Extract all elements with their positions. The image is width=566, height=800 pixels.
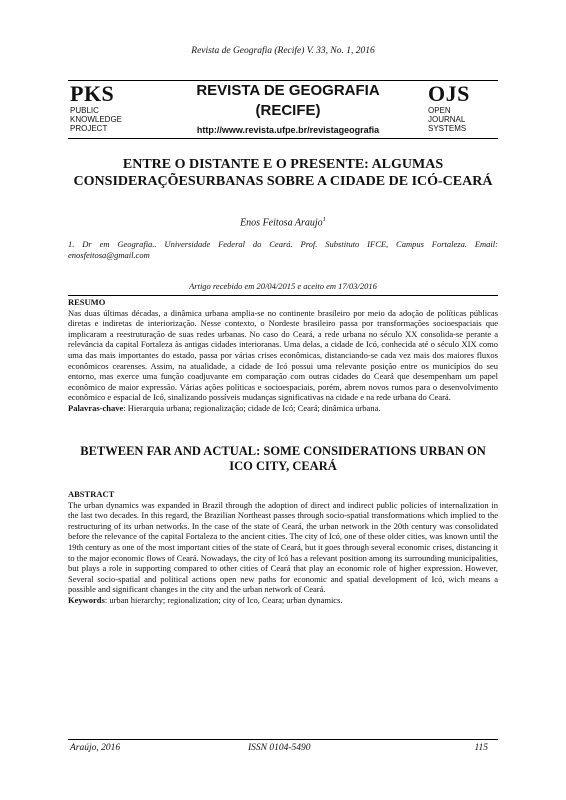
footer-issn: ISSN 0104-5490 (248, 743, 311, 753)
ojs-line: OPEN (428, 106, 451, 115)
pkp-line: PROJECT (70, 124, 108, 133)
journal-reference: Revista de Geografia (Recife) V. 33, No. 1, 2016 (191, 46, 375, 56)
journal-masthead-title (163, 82, 413, 136)
masthead-bottom-rule (68, 138, 498, 139)
keywords-label-pt: Palavras-chave (68, 402, 124, 413)
keywords-label-en: Keywords (68, 594, 105, 605)
abstract-section (68, 489, 498, 606)
resumo-heading: RESUMO (68, 297, 106, 307)
journal-title-line1: REVISTA DE GEOGRAFIA (196, 82, 380, 99)
resumo-keywords (68, 403, 498, 414)
page-number: 115 (474, 743, 488, 753)
ojs-logo-text: OJS (428, 81, 470, 106)
ojs-line: JOURNAL (428, 115, 466, 124)
keywords-pt: : Hierarquia urbana; regionalização; cidade de Icó; Ceará; dinâmica urbana. (123, 402, 381, 413)
resumo-rule (68, 295, 498, 296)
resumo-body: Nas duas últimas décadas, a dinâmica urbana amplia-se no continente brasileiro por meio da adoção de políticas públicas diretas e indiretas de interiorização. Nesse contexto, o Nordeste brasileiro passa por transformações socioespaciais que implicaram a reestruturação de suas redes urbanas. No caso do Ceará, a rede urbana no século XX consolida-se perante a relevância da capital Fortaleza às antigas cidades interioranas. Uma delas, a cidade de Icó, conhecida até o século XIX como uma das mais importantes do estado, passa por várias crises econômicas, distanciando-se cada vez mais dos maiores fluxos econômicos cearenses. Assim, na atualidade, a cidade de Icó possui uma relevante posição entre os municípios do seu entorno, mas exerce uma função coadjuvante em comparação com outras cidades do Ceará que desempenham um papel econômico de maior expressão. Várias ações políticas e socioespaciais, porém, abrem novos rumos para o desenvolvimento econômico e espacial de Icó, sinalizando possíveis mudanças significativas na cidade e na rede urbana do Ceará. (68, 307, 498, 403)
resumo-section (68, 297, 498, 414)
article-title: ENTRE O DISTANTE E O PRESENTE: ALGUMAS CONSIDERAÇÕESURBANAS SOBRE A CIDADE DE ICÓ-CEARÁ (73, 157, 493, 189)
author-affiliation: 1. Dr em Geografia.. Universidade Federal do Ceará. Prof. Substituto IFCE, Campus Fortaleza. Email: enosfeitosa@gmail.com (68, 239, 498, 260)
english-title: BETWEEN FAR AND ACTUAL: SOME CONSIDERATIONS URBAN ON ICO CITY, CEARÁ (80, 444, 486, 473)
keywords-en: : urban hierarchy; regionalization; city of Ico, Ceara; urban dynamics. (104, 594, 343, 605)
author-footnote-mark: 1 (322, 216, 326, 223)
author-name: Enos Feitosa Araujo (240, 217, 323, 229)
author-line (0, 216, 566, 228)
journal-title-line2: (RECIFE) (255, 102, 321, 119)
pkp-line: PUBLIC (70, 106, 99, 115)
ojs-logo (428, 82, 498, 133)
abstract-body: The urban dynamics was expanded in Brazil through the adoption of direct and indirect public policies of internalization in the last two decades. In this regard, the Brazilian Northeast passes through socio-spatial transformations which implied to the restructuring of its urban networks. In the case of the state of Ceará, the urban network in the 20th century was consolidated before the relevance of the capital Fortaleza to the ancient cities. The city of Icó, one of these older cities, was known until the 19th century as one of the most important cities of the state of Ceará, but it goes through several economic crises, distancing it to the major economic flows of Ceará. Nowadays, the city of Icó has a relevant position among its surrounding municipalities, but plays a role in supporting compared to other cities of Ceará that play an economic role of higher expression. However, Several socio-spatial and political actions open new paths for economic and spatial development of Icó, wich means a possible and significant changes in the city and the urban network of Ceará. (68, 499, 498, 595)
pkp-logo (70, 82, 150, 133)
abstract-keywords (68, 595, 498, 606)
masthead (68, 80, 498, 138)
footer-rule (68, 739, 498, 740)
pkp-logo-text: PKS (70, 81, 115, 106)
journal-url[interactable]: http://www.revista.ufpe.br/revistageografia (196, 125, 380, 135)
received-dates: Artigo recebido em 20/04/2015 e aceito em 17/03/2016 (189, 281, 377, 291)
ojs-line: SYSTEMS (428, 124, 467, 133)
abstract-heading: ABSTRACT (68, 489, 115, 499)
footer-author-year: Araújo, 2016 (70, 743, 121, 753)
pkp-line: KNOWLEDGE (70, 115, 123, 124)
